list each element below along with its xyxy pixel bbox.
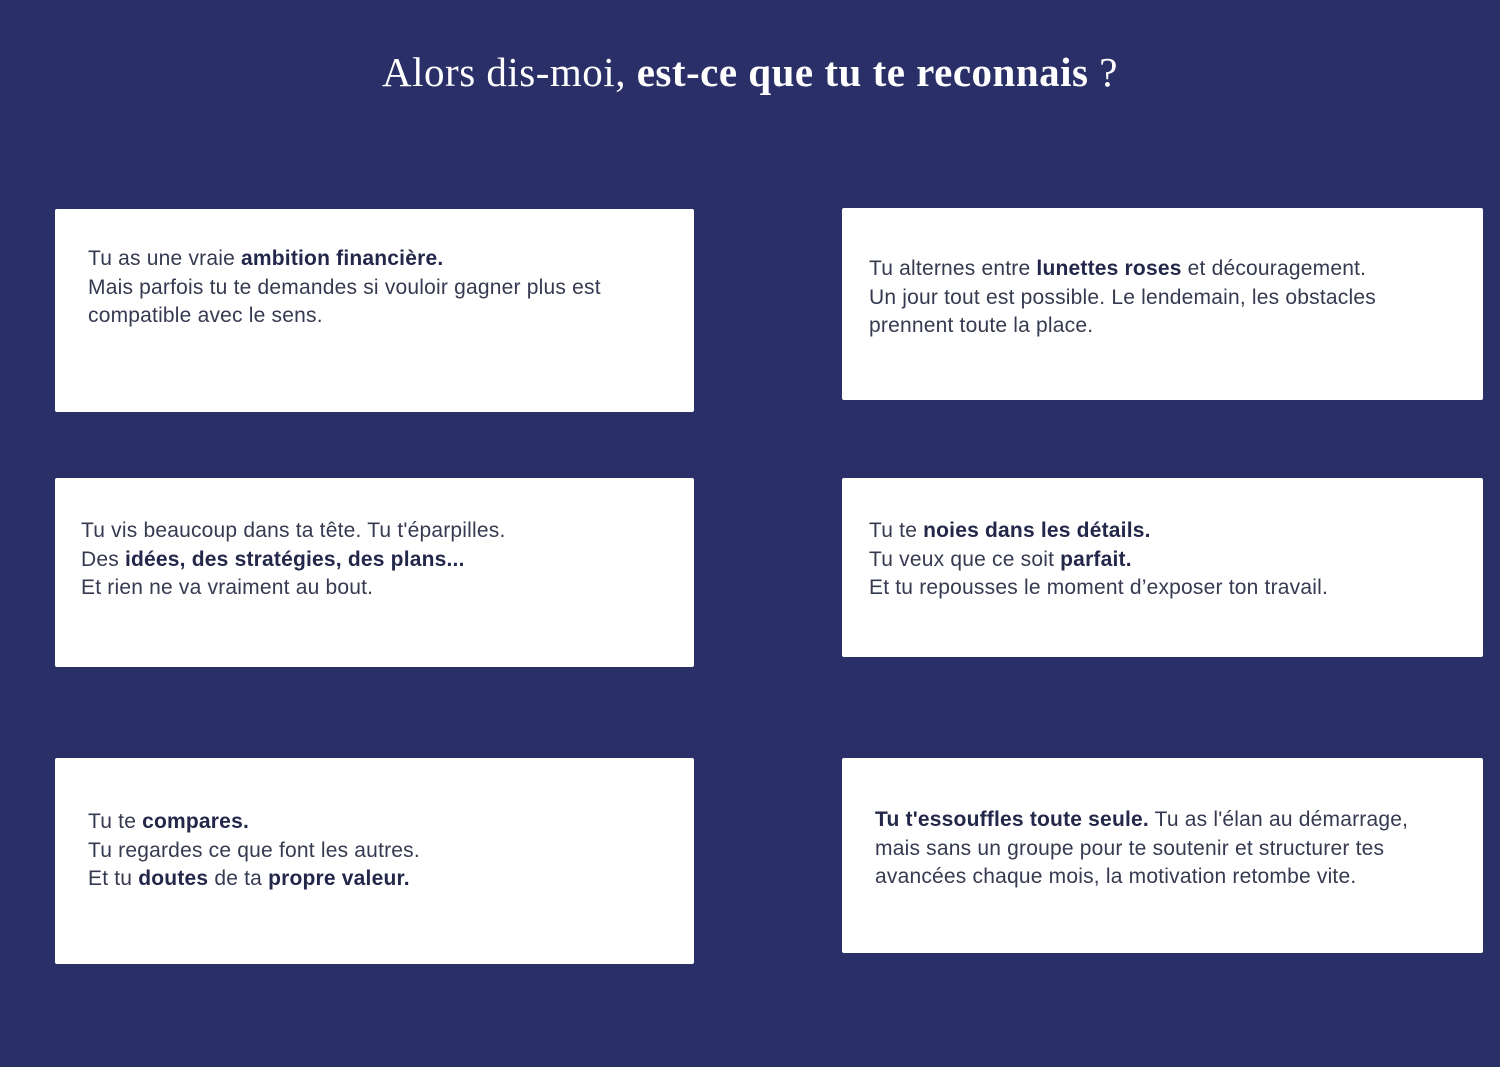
page-title: Alors dis-moi, est-ce que tu te reconnais ? bbox=[382, 49, 1118, 95]
card-lunettes-roses bbox=[842, 208, 1483, 400]
card-text: Tu alternes entre lunettes roses et découragement. Un jour tout est possible. Le lendemain, les obstacles prennent toute la place. bbox=[869, 257, 1376, 337]
card-text: Tu t'essouffles toute seule. Tu as l'élan au démarrage, mais sans un groupe pour te soutenir et structurer tes avancées chaque mois, la motivation retombe vite. bbox=[875, 808, 1409, 888]
card-comparaison bbox=[55, 758, 694, 964]
card-text: Tu vis beaucoup dans ta tête. Tu t'éparpilles. Des idées, des stratégies, des plans... Et rien ne va vraiment au bout. bbox=[81, 519, 506, 599]
card-text: Tu te compares. Tu regardes ce que font les autres. Et tu doutes de ta propre valeur. bbox=[88, 810, 420, 890]
card-text: Tu te noies dans les détails. Tu veux que ce soit parfait. Et tu repousses le moment d’exposer ton travail. bbox=[869, 519, 1328, 599]
card-essoufflement bbox=[842, 758, 1483, 953]
card-perfectionnisme bbox=[842, 478, 1483, 657]
card-eparpillement bbox=[55, 478, 694, 667]
card-text: Tu as une vraie ambition financière. Mais parfois tu te demandes si vouloir gagner plus est compatible avec le sens. bbox=[88, 247, 601, 327]
card-ambition-financiere bbox=[55, 209, 694, 412]
